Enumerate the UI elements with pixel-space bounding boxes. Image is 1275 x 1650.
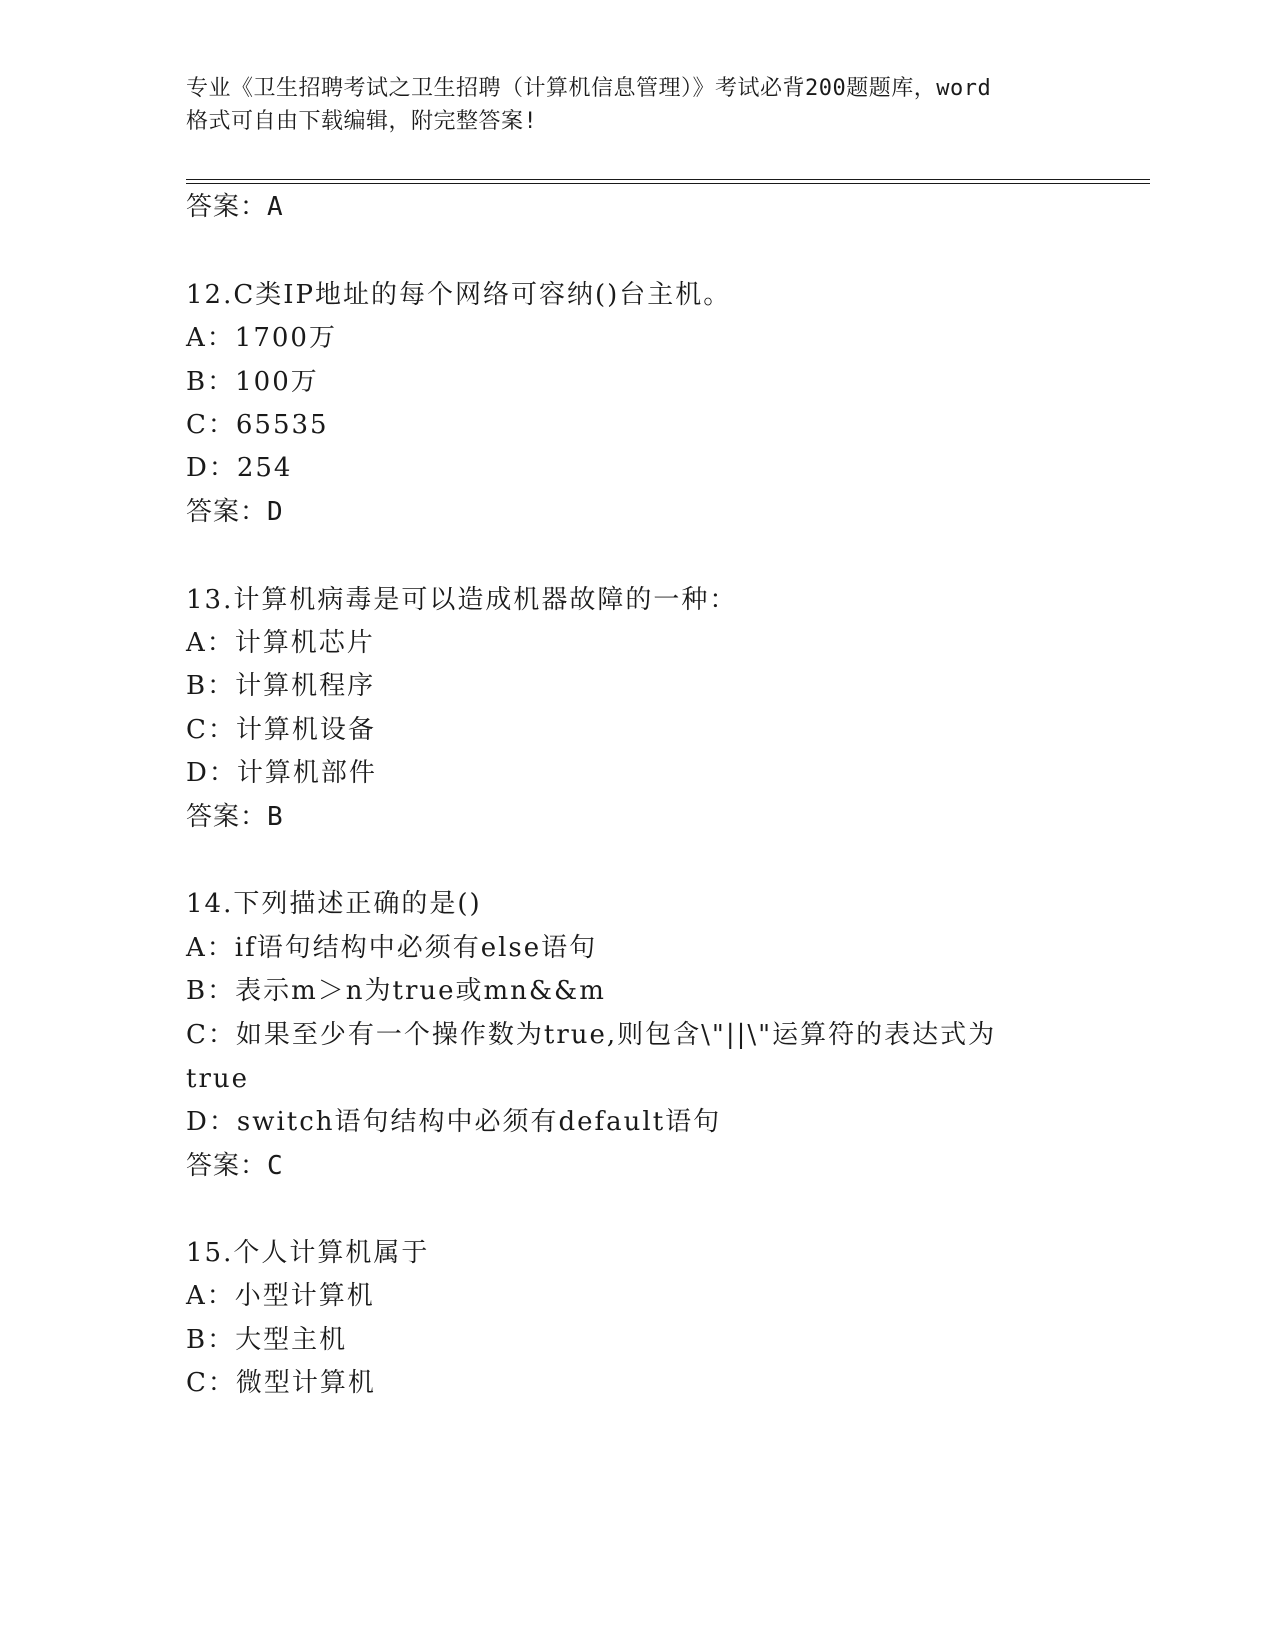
question-12-stem: 12.C类IP地址的每个网络可容纳()台主机。 bbox=[186, 280, 732, 310]
question-14-option-a: A：if语句结构中必须有else语句 bbox=[186, 933, 598, 963]
question-13-option-d: D：计算机部件 bbox=[186, 758, 377, 788]
question-13-option-c: C：计算机设备 bbox=[186, 715, 376, 745]
question-13-option-b: B：计算机程序 bbox=[186, 671, 376, 701]
question-13-stem: 13.计算机病毒是可以造成机器故障的一种： bbox=[186, 585, 738, 615]
question-12-option-d: D：254 bbox=[186, 453, 293, 483]
document-header bbox=[186, 72, 1086, 138]
question-14-answer: 答案：C bbox=[186, 1151, 284, 1181]
question-15-option-c: C：微型计算机 bbox=[186, 1368, 376, 1398]
question-13-option-a: A：计算机芯片 bbox=[186, 628, 375, 658]
header-line-2: 格式可自由下载编辑，附完整答案! bbox=[186, 109, 538, 134]
question-14-option-c: C：如果至少有一个操作数为true,则包含\"||\"运算符的表达式为 bbox=[186, 1020, 997, 1050]
question-12-option-a: A：1700万 bbox=[186, 323, 337, 353]
header-double-rule bbox=[186, 179, 1150, 184]
question-14-stem: 14.下列描述正确的是() bbox=[186, 889, 482, 919]
question-14-option-c-continued: true bbox=[186, 1064, 250, 1094]
question-15-stem: 15.个人计算机属于 bbox=[186, 1238, 430, 1268]
question-15-option-b: B：大型主机 bbox=[186, 1325, 348, 1355]
question-14-option-d: D：switch语句结构中必须有default语句 bbox=[186, 1107, 722, 1137]
header-line-1: 专业《卫生招聘考试之卫生招聘（计算机信息管理）》考试必背200题题库，word bbox=[186, 76, 992, 101]
question-12-answer: 答案：D bbox=[186, 497, 284, 527]
question-12-option-c: C：65535 bbox=[186, 410, 329, 440]
question-15-option-a: A：小型计算机 bbox=[186, 1281, 375, 1311]
question-12-option-b: B：100万 bbox=[186, 367, 319, 397]
answer-line: 答案：A bbox=[186, 192, 284, 222]
question-14-option-b: B：表示m＞n为true或mn&&m bbox=[186, 976, 606, 1006]
question-13-answer: 答案：B bbox=[186, 802, 284, 832]
